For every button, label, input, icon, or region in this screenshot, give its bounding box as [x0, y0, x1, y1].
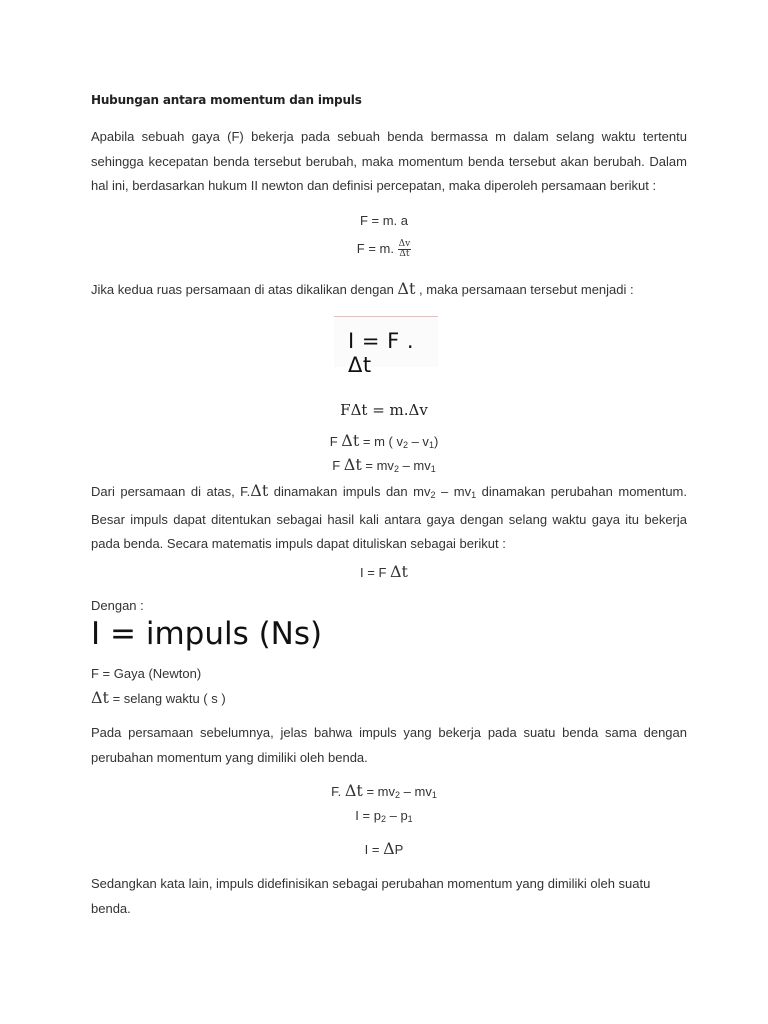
paragraph-multiply [91, 277, 687, 303]
label-dengan: Dengan : [91, 598, 144, 613]
subscript-1: 1 [407, 814, 413, 824]
paragraph-intro: Apabila sebuah gaya (F) bekerja pada sebuah benda bermassa m dalam selang waktu tertentu sehingga kecepatan benda tersebut berubah, maka momentum benda tersebut akan berubah. Dalam hal ini, berdasarkan hukum II newton dan definisi percepatan, maka diperoleh persamaan berikut : [91, 129, 687, 193]
equation-image-text: I = F . Δt [348, 329, 415, 377]
equation-image [334, 316, 438, 377]
equation-f-ma: F = m. a [359, 213, 409, 228]
p3-b: dinamakan impuls dan mv [268, 484, 431, 499]
p3-a: Dari persamaan di atas, F. [91, 484, 251, 499]
equation-fdt-mv2-mv1 [0, 456, 768, 478]
subscript-1: 1 [428, 440, 434, 450]
section-heading: Hubungan antara momentum dan impuls [91, 93, 362, 107]
equation-f-m-dvdt [0, 240, 768, 259]
fraction-numerator: Δv [398, 239, 411, 250]
eq7-a: F. [331, 784, 345, 799]
eq4-d: ) [433, 434, 439, 449]
def-dt-text: = selang waktu ( s ) [108, 691, 226, 706]
p2-before: Jika kedua ruas persamaan di atas dikalikan dengan [91, 282, 398, 297]
eq4-a: F [329, 434, 342, 449]
p2-after: , maka persamaan tersebut menjadi : [415, 282, 634, 297]
subscript-1: 1 [431, 790, 437, 800]
equation-fdt-m-v2-v1 [0, 432, 768, 454]
eq5-b: = mv [361, 458, 394, 473]
delta-symbol: Δ [383, 839, 395, 858]
definition-force: F = Gaya (Newton) [91, 666, 202, 681]
eq8-a: I = p [355, 808, 381, 823]
p3-d: dinamakan perubahan momentum. [476, 484, 687, 499]
fraction-dv-dt [398, 240, 412, 259]
p3-c: – mv [435, 484, 472, 499]
eq4-b: = m ( v [359, 434, 403, 449]
paragraph-impulse-definition [91, 479, 687, 557]
subscript-2: 2 [430, 490, 436, 500]
delta-t-symbol: Δt [250, 481, 269, 500]
eq8-b: – p [385, 808, 408, 823]
equation-i-delta-p [0, 840, 768, 859]
delta-t-symbol: Δt [390, 562, 408, 581]
definition-time-interval [91, 686, 687, 712]
paragraph-equality: Pada persamaan sebelumnya, jelas bahwa impuls yang bekerja pada suatu benda sama dengan perubahan momentum yang dimiliki oleh benda. [91, 725, 687, 765]
delta-t-symbol: Δt [343, 455, 362, 474]
equation-i-f-dt [0, 563, 768, 582]
equation-fdt-mdv: FΔt = m.Δv [340, 401, 428, 419]
paragraph-conclusion: Sedangkan kata lain, impuls didefinisikan sebagai perubahan momentum yang dimiliki oleh suatu benda. [91, 876, 651, 916]
subscript-2: 2 [393, 464, 399, 474]
delta-t-symbol: Δt [397, 279, 416, 298]
subscript-2: 2 [402, 440, 408, 450]
definition-impulse-large: I = impuls (Ns) [91, 616, 323, 652]
subscript-1: 1 [430, 464, 436, 474]
eq4-c: – v [407, 434, 429, 449]
eq6-text: I = F [360, 565, 390, 580]
subscript-1: 1 [471, 490, 477, 500]
equation-i-p2-p1 [0, 807, 768, 828]
eq5-c: – mv [398, 458, 431, 473]
eq7-b: = mv [362, 784, 396, 799]
eq9-b: P [394, 842, 404, 857]
subscript-2: 2 [395, 790, 401, 800]
eq2-prefix: F = m. [356, 241, 394, 256]
eq9-a: I = [364, 842, 384, 857]
p3-rest: Besar impuls dapat ditentukan sebagai hasil kali antara gaya dengan selang waktu gaya itu bekerja pada benda. Secara matematis impuls dapat dituliskan sebagai berikut : [91, 511, 687, 551]
eq7-c: – mv [400, 784, 432, 799]
delta-t-symbol: Δt [91, 688, 109, 707]
delta-t-symbol: Δt [341, 431, 360, 450]
delta-t-symbol: Δt [344, 781, 363, 800]
equation-fdt-mv2-mv1-second [0, 782, 768, 804]
eq5-a: F [332, 458, 344, 473]
subscript-2: 2 [380, 814, 386, 824]
fraction-denominator: Δt [399, 249, 410, 260]
